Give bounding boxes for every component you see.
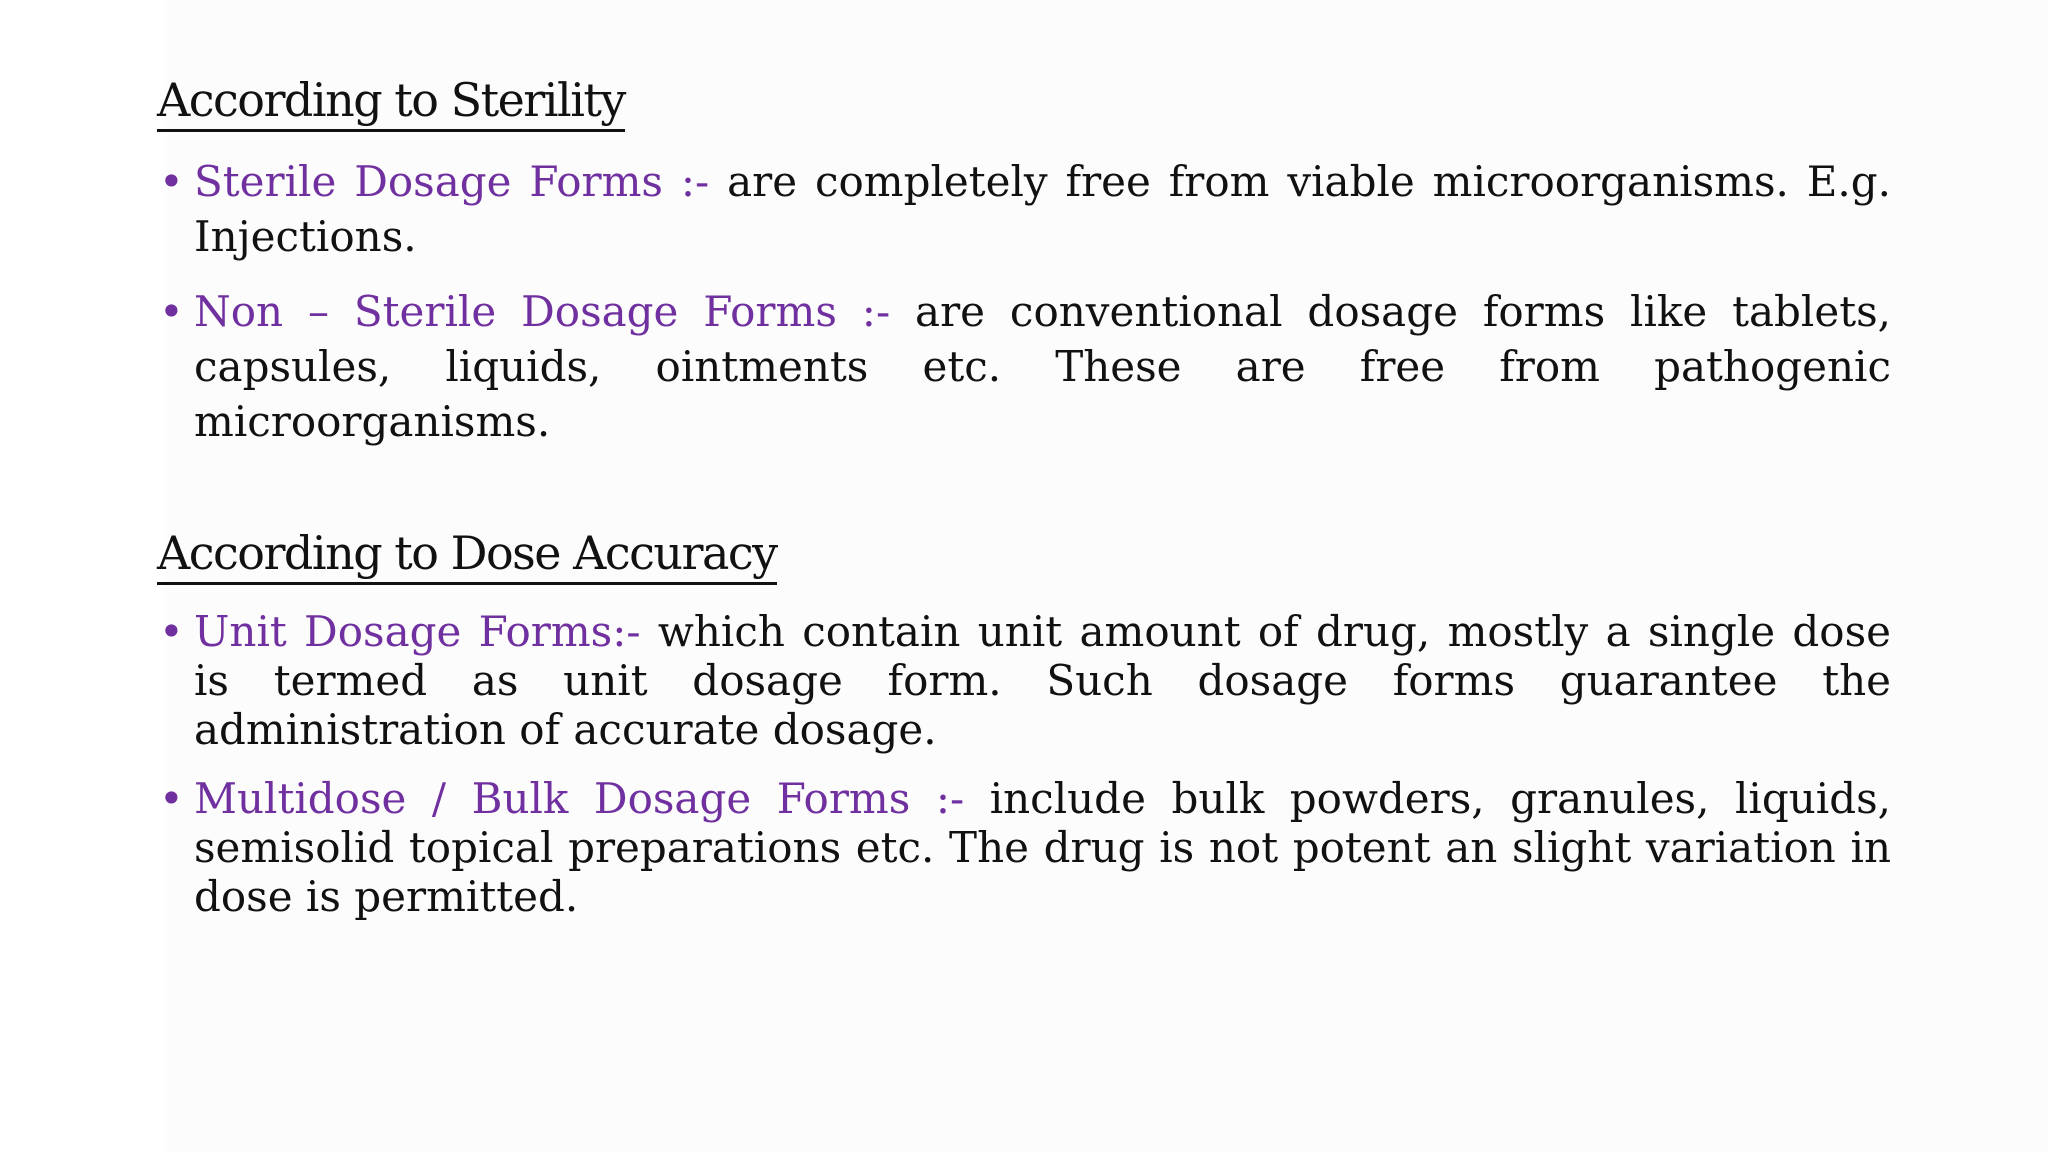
bullet-list — [157, 607, 1891, 921]
bullet-icon: • — [159, 286, 184, 336]
list-item — [157, 607, 1891, 754]
item-text: include bulk powders, granules, liquids, semisolid topical preparations etc. The drug is not potent an slight variation in dose is permitted. — [194, 773, 1891, 921]
item-text: are conventional dosage forms like tablets, capsules, liquids, ointments etc. These are free from pathogenic microorganisms. — [194, 286, 1891, 446]
bullet-icon: • — [159, 773, 184, 823]
section-dose-accuracy — [157, 527, 1891, 941]
term-label: Non – Sterile Dosage Forms :- — [194, 286, 891, 336]
section-heading: According to Dose Accuracy — [157, 527, 777, 585]
term-label: Multidose / Bulk Dosage Forms :- — [194, 773, 965, 823]
term-label: Unit Dosage Forms:- — [194, 606, 641, 656]
item-text: which contain unit amount of drug, mostly a single dose is termed as unit dosage form. Such dosage forms guarantee the administration of accurate dosage. — [194, 606, 1891, 754]
bullet-icon: • — [159, 156, 184, 206]
list-item — [157, 154, 1891, 264]
item-text: are completely free from viable microorganisms. E.g. Injections. — [194, 156, 1891, 261]
list-item — [157, 774, 1891, 921]
term-label: Sterile Dosage Forms :- — [194, 156, 710, 206]
section-heading: According to Sterility — [157, 74, 625, 132]
section-sterility — [157, 74, 1891, 469]
bullet-icon: • — [159, 606, 184, 656]
list-item — [157, 284, 1891, 449]
bullet-list — [157, 154, 1891, 449]
